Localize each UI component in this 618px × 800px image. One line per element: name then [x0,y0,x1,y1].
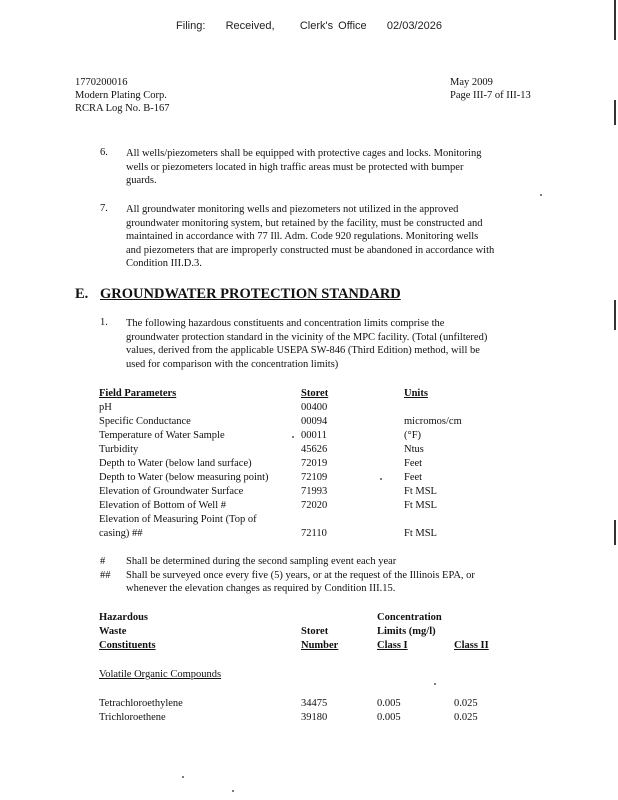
field-units: Ft MSL [404,486,437,497]
field-storet: 72110 [301,528,327,539]
text-line: wells or piezometers located in high traffic areas must be protected with bumper [126,161,464,173]
field-param-continued: casing) ## [99,528,143,539]
filing-status: Received, [225,20,275,32]
storet-header-line: Number [301,640,339,651]
text-line: values, derived from the applicable USEPA SW-846 (Third Edition) method, will be [126,345,480,356]
constituent-class-1: 0.005 [377,698,401,709]
field-units: Ft MSL [404,528,437,539]
scan-speck [434,683,436,685]
text-line: All wells/piezometers shall be equipped with protective cages and locks. Monitoring [126,148,482,159]
scan-speck [182,776,184,778]
field-param: Elevation of Bottom of Well # [99,500,226,511]
scan-edge-line [614,520,616,545]
page-number: Page III-7 of III-13 [450,90,531,101]
field-param: Depth to Water (below measuring point) [99,472,269,483]
item-7-text [126,203,494,271]
field-storet: 71993 [301,486,328,497]
constituent-class-2: 0.025 [454,712,478,723]
text-line: and piezometers that are improperly constructed must be abandoned in accordance with [126,244,495,256]
log-number: RCRA Log No. B-167 [75,103,170,114]
field-param: Elevation of Measuring Point (Top of [99,514,257,525]
field-storet: 72019 [301,458,328,469]
field-storet: 00094 [301,416,328,427]
haz-header-line: Hazardous [99,612,149,623]
filing-date: 02/03/2026 [386,20,442,32]
footnote-mark: # [100,556,106,567]
haz-header-line: Waste [99,626,127,637]
field-units: Feet [404,472,423,483]
filing-label: Filing: [176,20,206,32]
text-line: Shall be surveyed once every five (5) years, or at the request of the Illinois EPA, or [126,570,475,581]
concentration-header-line: Limits (mg/l) [377,626,436,637]
scan-speck [232,790,234,792]
field-header-storet: Storet [301,388,329,399]
section-item-text [126,317,487,371]
footnote-mark: ## [100,570,111,581]
text-line: used for comparison with the concentration limits) [126,358,339,370]
text-line: groundwater monitoring system, but retained by the facility, must be constructed and [126,217,483,229]
scan-speck [540,194,542,196]
section-item-number: 1. [100,317,108,328]
header-left [75,76,170,115]
constituent-name: Tetrachloroethylene [99,698,183,709]
doc-number: 1770200016 [75,77,128,88]
footnote-text: Shall be determined during the second sampling event each year [126,556,397,567]
constituent-class-1: 0.005 [377,712,401,723]
text-line: Condition III.D.3. [126,258,202,269]
item-7-number: 7. [100,203,108,214]
header-right [450,76,531,102]
field-storet: 45626 [301,444,328,455]
scan-speck [380,478,382,480]
haz-header-line: Constituents [99,640,156,651]
field-param: Elevation of Groundwater Surface [99,486,244,497]
field-units: micromos/cm [404,416,462,427]
text-line: guards. [126,175,157,186]
class-2-header: Class II [454,640,489,651]
field-header-units: Units [404,388,428,399]
field-storet: 72109 [301,472,328,483]
field-param: Depth to Water (below land surface) [99,458,252,469]
field-units: Ntus [404,444,424,455]
concentration-header-line: Concentration [377,612,442,623]
field-units: Feet [404,458,423,469]
storet-header-line: Storet [301,626,329,637]
doc-date: May 2009 [450,77,493,88]
company-name: Modern Plating Corp. [75,90,167,101]
field-header-parameters: Field Parameters [99,388,177,399]
text-line: All groundwater monitoring wells and piezometers not utilized in the approved [126,204,459,215]
section-letter: E. [75,286,89,302]
constituent-class-2: 0.025 [454,698,478,709]
filing-stamp [0,20,618,32]
scan-edge-line [614,0,616,40]
filing-office: Clerk's Office [299,20,367,32]
scan-edge-line [614,100,616,125]
scan-edge-line [614,300,616,330]
constituent-name: Trichloroethene [99,712,166,723]
section-title: GROUNDWATER PROTECTION STANDARD [100,286,401,302]
field-storet: 00400 [301,402,328,413]
field-units: Ft MSL [404,500,437,511]
field-storet: 72020 [301,500,328,511]
scan-speck [292,436,294,438]
category-heading: Volatile Organic Compounds [99,669,222,680]
item-6-number: 6. [100,147,108,158]
text-line: whenever the elevation changes as required by Condition III.15. [126,583,396,594]
text-line: groundwater protection standard in the vicinity of the MPC facility. (Total (unfiltered) [126,331,488,343]
field-param: Temperature of Water Sample [99,430,225,441]
text-line: maintained in accordance with 77 Ill. Adm. Code 920 regulations. Monitoring wells [126,231,479,242]
class-1-header: Class I [377,640,408,651]
field-param: pH [99,402,112,413]
text-line: The following hazardous constituents and concentration limits comprise the [126,318,445,329]
item-6-text [126,147,481,188]
field-storet: 00011 [301,430,327,441]
footnote-text [126,569,475,595]
field-param: Turbidity [99,444,139,455]
constituent-storet: 39180 [301,712,328,723]
constituent-storet: 34475 [301,698,328,709]
field-units: (°F) [404,430,422,441]
field-param: Specific Conductance [99,416,191,427]
